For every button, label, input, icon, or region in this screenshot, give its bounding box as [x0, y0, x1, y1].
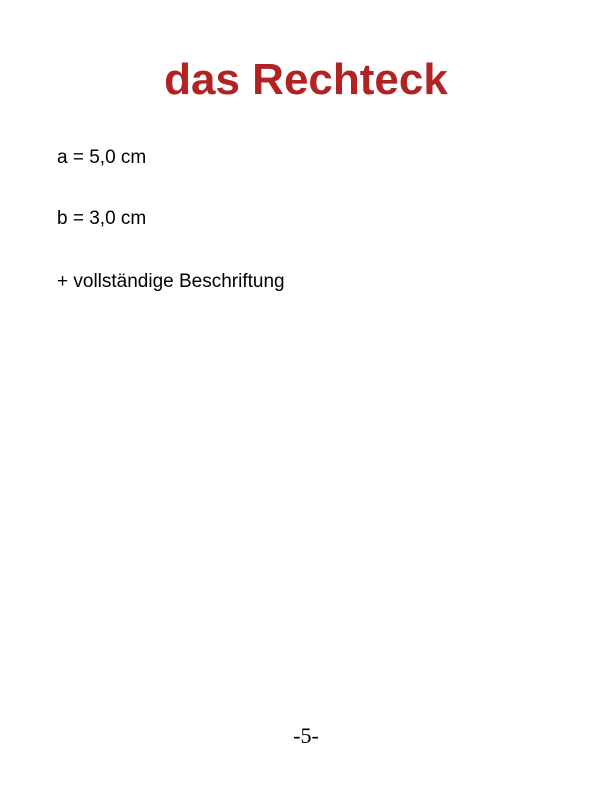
labeling-note-text: + vollständige Beschriftung — [57, 271, 285, 292]
side-a-text: a = 5,0 cm — [57, 147, 147, 168]
side-b-text: b = 3,0 cm — [57, 208, 147, 229]
page-title: das Rechteck — [164, 55, 448, 104]
page-number: -5- — [293, 723, 319, 748]
